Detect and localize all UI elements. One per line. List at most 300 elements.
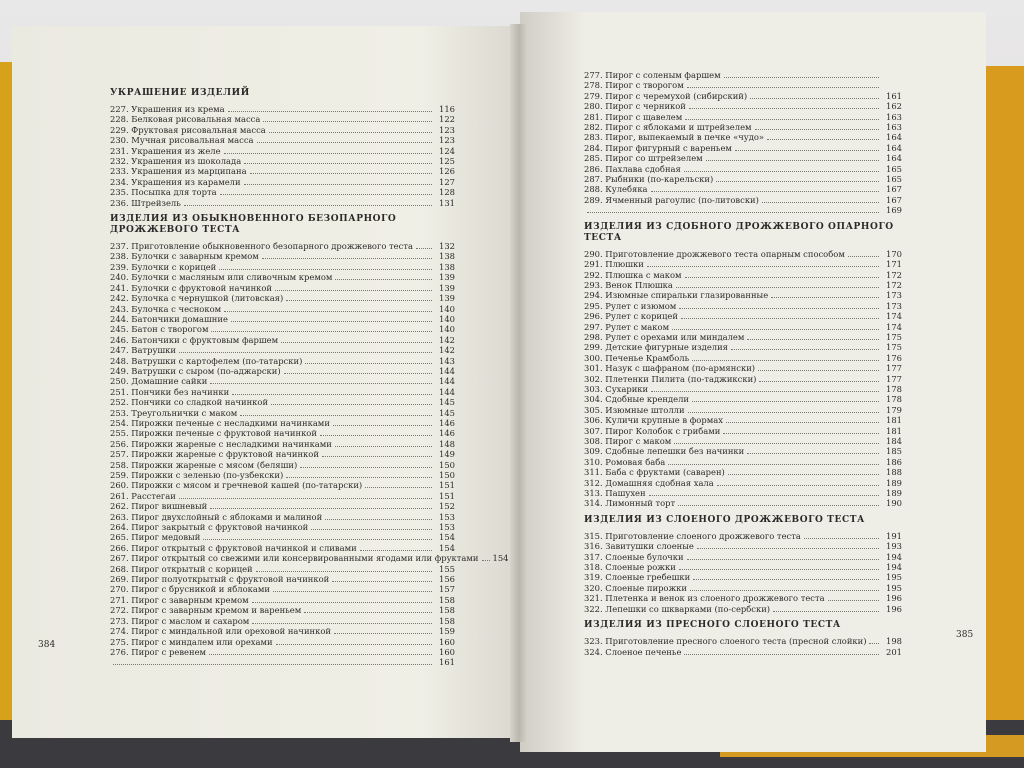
toc-entry-title: 254. Пирожки печеные с несладкими начинками <box>110 417 330 428</box>
toc-entry <box>584 342 902 352</box>
toc-entry <box>584 394 902 404</box>
toc-entry-title: 291. Плюшки <box>584 259 644 270</box>
leader-dots <box>231 321 432 322</box>
leader-dots <box>228 111 432 112</box>
book-gutter <box>510 24 528 742</box>
leader-dots <box>697 548 879 549</box>
toc-entry-title: 266. Пирог открытый с фруктовой начинкой и сливами <box>110 542 357 553</box>
toc-entry-page: 153 <box>439 511 455 522</box>
toc-entry-title: 276. Пирог с ревенем <box>110 646 207 657</box>
toc-entry <box>584 164 902 174</box>
toc-entry <box>110 657 455 667</box>
toc-entry-title: 277. Пирог с соленым фаршем <box>584 70 721 80</box>
toc-entry <box>584 552 902 562</box>
toc-entry-title: 307. Пирог Колобок с грибами <box>584 425 721 436</box>
toc-entry <box>584 101 902 111</box>
toc-entry-title: 249. Ватрушки с сыром (по-аджарски) <box>110 365 281 376</box>
toc-entry-title: 306. Куличи крупные в формах <box>584 415 723 426</box>
toc-entry <box>584 457 902 467</box>
toc-entry-title: 253. Треугольнички с маком <box>110 407 238 418</box>
leader-dots <box>649 495 879 496</box>
toc-entry <box>584 132 902 142</box>
toc-entry-page: 173 <box>886 300 902 311</box>
toc-entry <box>110 135 455 145</box>
toc-entry-page: 158 <box>439 605 455 616</box>
leader-dots <box>320 435 432 436</box>
toc-entry <box>110 114 455 124</box>
toc-entry <box>584 572 902 582</box>
toc-entry-title: 230. Мучная рисовальная масса <box>110 135 254 146</box>
toc-entry <box>584 70 902 80</box>
leader-dots <box>692 401 879 402</box>
toc-entry-page: 150 <box>439 459 455 470</box>
leader-dots <box>685 277 879 278</box>
toc-entry-page: 195 <box>886 572 902 583</box>
right-toc-column <box>584 70 902 657</box>
toc-entry-page: 143 <box>439 355 455 366</box>
toc-entry <box>584 374 902 384</box>
toc-entry-title: 235. Посыпка для торта <box>110 187 217 198</box>
toc-entry-page: 145 <box>439 397 455 408</box>
leader-dots <box>179 498 432 499</box>
leader-dots <box>269 132 432 133</box>
toc-entry-page: 201 <box>886 646 902 657</box>
leader-dots <box>271 404 432 405</box>
toc-entry-page: 153 <box>439 522 455 533</box>
leader-dots <box>848 256 879 257</box>
toc-entry <box>110 418 455 428</box>
toc-entry-title: 316. Завитушки слоеные <box>584 541 694 552</box>
toc-entry-page: 144 <box>439 365 455 376</box>
toc-entry-page: 181 <box>886 415 902 426</box>
toc-entry-page: 167 <box>886 184 902 195</box>
toc-entry-title: 285. Пирог со штрейзелем <box>584 153 703 164</box>
toc-entry-title: 258. Пирожки жареные с мясом (беляши) <box>110 459 298 470</box>
toc-entry-page: 151 <box>439 480 455 491</box>
toc-entry-title: 237. Приготовление обыкновенного безопарного дрожжевого теста <box>110 241 413 252</box>
toc-entry-page: 161 <box>439 657 455 668</box>
leader-dots <box>416 248 432 249</box>
toc-entry-title: 280. Пирог с черникой <box>584 101 686 112</box>
toc-entry <box>110 272 455 282</box>
leader-dots <box>311 529 432 530</box>
toc-entry-title: 231. Украшения из желе <box>110 145 221 156</box>
leader-dots <box>275 290 432 291</box>
toc-entry-title: 272. Пирог с заварным кремом и вареньем <box>110 605 302 616</box>
leader-dots <box>747 339 879 340</box>
toc-entry <box>584 153 902 163</box>
left-toc-column <box>110 88 509 668</box>
toc-entry <box>110 574 455 584</box>
toc-entry-page: 165 <box>886 174 902 185</box>
toc-entry-page: 171 <box>886 259 902 270</box>
toc-entry-title: 262. Пирог вишневый <box>110 501 208 512</box>
toc-entry <box>110 532 455 542</box>
toc-entry <box>110 156 455 166</box>
toc-entry-title: 241. Булочки с фруктовой начинкой <box>110 282 273 293</box>
toc-entry <box>110 198 455 208</box>
leader-dots <box>252 602 432 603</box>
toc-entry-page: 155 <box>439 563 455 574</box>
toc-entry-title: 320. Слоеные пирожки <box>584 582 687 593</box>
toc-entry-title: 298. Рулет с орехами или миндалем <box>584 331 745 342</box>
leader-dots <box>325 519 432 520</box>
toc-entry-page: 140 <box>439 303 455 314</box>
toc-entry <box>110 376 455 386</box>
toc-entry-page: 145 <box>439 407 455 418</box>
toc-entry <box>110 356 455 366</box>
leader-dots <box>232 394 432 395</box>
toc-entry-title: 269. Пирог полуоткрытый с фруктовой начинкой <box>110 574 330 585</box>
toc-entry-page: 154 <box>439 542 455 553</box>
toc-entry <box>584 436 902 446</box>
toc-entry <box>584 301 902 311</box>
toc-entry-page: 184 <box>886 436 902 446</box>
toc-entry <box>110 605 455 615</box>
leader-dots <box>482 560 490 561</box>
book-cover-right-edge <box>980 66 1024 756</box>
section-heading: ИЗДЕЛИЯ ИЗ ОБЫКНОВЕННОГО БЕЗОПАРНОГО ДРОЖЖЕВОГО ТЕСТА <box>110 214 397 236</box>
toc-entry-page: 116 <box>439 104 455 114</box>
toc-entry <box>110 177 455 187</box>
toc-entry-title: 302. Плетенки Пилита (по-таджикски) <box>584 373 757 384</box>
toc-entry <box>110 501 455 511</box>
toc-entry-page: 165 <box>886 163 902 174</box>
toc-entry-title: 317. Слоеные булочки <box>584 551 684 562</box>
leader-dots <box>717 485 879 486</box>
toc-entry <box>584 488 902 498</box>
toc-entry-title: 300. Печенье Крамболь <box>584 352 690 363</box>
toc-entry-page: 177 <box>886 373 902 384</box>
toc-entry-page: 189 <box>886 488 902 499</box>
toc-entry <box>110 262 455 272</box>
toc-entry-page: 156 <box>439 574 455 585</box>
toc-entry <box>110 616 455 626</box>
leader-dots <box>651 391 879 392</box>
leader-dots <box>273 591 432 592</box>
toc-entry-title: 301. Назук с шафраном (по-армянски) <box>584 363 756 374</box>
toc-entry-title: 315. Приготовление слоеного дрожжевого теста <box>584 530 801 541</box>
toc-entry-page: 174 <box>886 321 902 332</box>
toc-entry-page: 132 <box>439 241 455 252</box>
toc-entry-page: 173 <box>886 290 902 301</box>
toc-entry-title: 246. Батончики с фруктовым фаршем <box>110 334 279 345</box>
toc-entry-page: 167 <box>886 194 902 205</box>
toc-entry <box>584 593 902 603</box>
leader-dots <box>724 77 879 78</box>
toc-entry-page: 172 <box>886 279 902 290</box>
leader-dots <box>263 121 432 122</box>
leader-dots <box>651 191 879 192</box>
leader-dots <box>210 383 432 384</box>
leader-dots <box>334 633 432 634</box>
toc-entry <box>584 541 902 551</box>
toc-entry-page: 123 <box>439 124 455 135</box>
toc-entry <box>584 405 902 415</box>
toc-entry-title: 289. Ячменный рагоулис (по-литовски) <box>584 194 759 205</box>
section-heading: ИЗДЕЛИЯ ИЗ СДОБНОГО ДРОЖЖЕВОГО ОПАРНОГО ТЕСТА <box>584 221 894 243</box>
leader-dots <box>322 456 432 457</box>
toc-entry <box>110 439 455 449</box>
toc-entry-title: 244. Батончики домашние <box>110 313 228 324</box>
toc-entry-page: 139 <box>439 272 455 283</box>
toc-entry-page: 164 <box>886 132 902 143</box>
leader-dots <box>679 569 879 570</box>
toc-entry <box>110 522 455 532</box>
toc-entry-title: 236. Штрейзель <box>110 197 181 208</box>
toc-entry-title: 313. Пашухен <box>584 488 646 499</box>
toc-entry-title: 256. Пирожки жареные с несладкими начинками <box>110 438 332 449</box>
toc-entry-title: 292. Плюшка с маком <box>584 269 682 280</box>
toc-entry <box>584 122 902 132</box>
toc-entry <box>584 363 902 373</box>
toc-entry-title: 265. Пирог медовый <box>110 532 201 543</box>
toc-entry-title: 259. Пирожки с зеленью (по-узбекски) <box>110 470 284 480</box>
toc-entry <box>110 146 455 156</box>
toc-entry <box>584 290 902 300</box>
toc-entry-page: 175 <box>886 331 902 342</box>
leader-dots <box>690 590 879 591</box>
leader-dots <box>767 139 879 140</box>
toc-entry-page: 198 <box>886 636 902 647</box>
leader-dots <box>688 412 879 413</box>
toc-entry-title: 324. Слоеное печенье <box>584 646 682 657</box>
leader-dots <box>804 538 879 539</box>
toc-entry-page: 151 <box>439 490 455 501</box>
toc-entry-title: 228. Белковая рисовальная масса <box>110 114 261 125</box>
toc-entry <box>110 187 455 197</box>
toc-entry <box>110 428 455 438</box>
toc-entry-page: 140 <box>439 324 455 335</box>
toc-entry-page: 176 <box>886 352 902 363</box>
toc-entry-title: 263. Пирог двухслойный с яблоками и малиной <box>110 511 323 522</box>
leader-dots <box>286 477 432 478</box>
toc-entry-page: 148 <box>439 438 455 449</box>
toc-entry-title: 229. Фруктовая рисовальная масса <box>110 124 266 135</box>
toc-entry-title: 290. Приготовление дрожжевого теста опарным способом <box>584 248 845 259</box>
leader-dots <box>250 173 432 174</box>
toc-entry <box>584 259 902 269</box>
leader-dots <box>286 300 432 301</box>
toc-entry-title: 293. Венок Плюшка <box>584 279 673 290</box>
toc-entry-title: 264. Пирог закрытый с фруктовой начинкой <box>110 522 309 533</box>
toc-entry-page: 160 <box>439 636 455 647</box>
section-heading: ИЗДЕЛИЯ ИЗ СЛОЕНОГО ДРОЖЖЕВОГО ТЕСТА <box>584 514 865 525</box>
leader-dots <box>256 571 432 572</box>
toc-entry <box>110 408 455 418</box>
toc-entry-page: 179 <box>886 404 902 415</box>
toc-entry <box>584 384 902 394</box>
toc-entry-page: 161 <box>886 90 902 101</box>
leader-dots <box>211 331 432 332</box>
leader-dots <box>771 297 879 298</box>
toc-entry-title: 279. Пирог с черемухой (сибирский) <box>584 90 748 101</box>
toc-entry <box>110 470 455 480</box>
toc-entry-title: 242. Булочка с чернушкой (литовская) <box>110 293 284 304</box>
toc-entry-page: 162 <box>886 101 902 112</box>
toc-entry <box>110 125 455 135</box>
section-heading: ИЗДЕЛИЯ ИЗ ПРЕСНОГО СЛОЕНОГО ТЕСТА <box>584 620 841 631</box>
toc-entry <box>110 387 455 397</box>
toc-entry-title: 283. Пирог, выпекаемый в печке «чудо» <box>584 132 765 143</box>
toc-entry-title: 308. Пирог с маком <box>584 436 672 446</box>
leader-dots <box>692 360 879 361</box>
toc-entry-title: 321. Плетенка и венок из слоеного дрожжевого теста <box>584 593 825 604</box>
toc-entry-page: 139 <box>439 293 455 304</box>
toc-entry <box>584 562 902 572</box>
toc-entry-title: 303. Сухарики <box>584 383 649 394</box>
toc-entry-page: 144 <box>439 376 455 387</box>
toc-entry-title: 305. Изюмные штолли <box>584 404 685 415</box>
toc-entry-title: 227. Украшения из крема <box>110 104 225 114</box>
leader-dots <box>676 287 879 288</box>
leader-dots <box>679 308 879 309</box>
leader-dots <box>179 352 432 353</box>
toc-entry-page: 169 <box>886 205 902 216</box>
toc-entry <box>110 283 455 293</box>
leader-dots <box>252 623 432 624</box>
toc-entry-page: 150 <box>439 470 455 480</box>
toc-entry-title: 260. Пирожки с мясом и гречневой кашей (по-татарски) <box>110 480 363 491</box>
leader-dots <box>276 644 432 645</box>
toc-entry-page: 164 <box>886 142 902 153</box>
toc-entry <box>110 335 455 345</box>
toc-entry <box>110 166 455 176</box>
toc-entry-page: 194 <box>886 551 902 562</box>
toc-entry <box>584 184 902 194</box>
toc-entry-title: 234. Украшения из карамели <box>110 176 241 187</box>
leader-dots <box>759 381 879 382</box>
toc-entry-title: 299. Детские фигурные изделия <box>584 342 728 353</box>
page-number-right: 385 <box>956 630 974 640</box>
toc-entry-title: 255. Пирожки печеные с фруктовой начинкой <box>110 428 317 439</box>
toc-entry-page: 164 <box>886 153 902 164</box>
toc-entry-title: 251. Пончики без начинки <box>110 386 230 397</box>
leader-dots <box>731 349 879 350</box>
toc-entry-title: 257. Пирожки жареные с фруктовой начинкой <box>110 449 319 460</box>
toc-entry <box>110 304 455 314</box>
leader-dots <box>681 318 879 319</box>
toc-entry-page: 127 <box>439 176 455 187</box>
toc-entry-page: 196 <box>886 593 902 604</box>
toc-entry-title: 270. Пирог с брусникой и яблоками <box>110 584 270 595</box>
toc-entry-title: 288. Кулебяка <box>584 184 648 195</box>
toc-entry-page: 189 <box>886 477 902 488</box>
toc-entry-page: 139 <box>439 282 455 293</box>
toc-entry-title: 248. Ватрушки с картофелем (по-татарски) <box>110 355 303 366</box>
leader-dots <box>240 415 432 416</box>
toc-entry <box>110 345 455 355</box>
toc-entry-title: 261. Расстегаи <box>110 490 176 501</box>
toc-entry-title: 284. Пирог фигурный с вареньем <box>584 142 732 153</box>
leader-dots <box>335 446 432 447</box>
toc-entry <box>584 112 902 122</box>
toc-entry-page: 174 <box>886 311 902 322</box>
leader-dots <box>672 329 879 330</box>
leader-dots <box>184 205 432 206</box>
leader-dots <box>828 600 879 601</box>
toc-entry <box>584 467 902 477</box>
leader-dots <box>210 508 432 509</box>
toc-entry-page: 190 <box>886 498 902 509</box>
toc-entry-page: 131 <box>439 197 455 208</box>
toc-entry-page: 154 <box>492 553 509 564</box>
toc-entry-page: 185 <box>886 446 902 457</box>
toc-entry-page: 146 <box>439 417 455 428</box>
toc-entry-page: 142 <box>439 345 455 356</box>
toc-entry <box>110 512 455 522</box>
toc-entry <box>584 647 902 657</box>
leader-dots <box>762 202 879 203</box>
toc-entry <box>110 564 455 574</box>
leader-dots <box>773 611 879 612</box>
leader-dots <box>716 181 879 182</box>
toc-entry-page: 160 <box>439 646 455 657</box>
toc-entry <box>584 426 902 436</box>
toc-entry <box>110 543 455 553</box>
toc-entry-title: 273. Пирог с маслом и сахаром <box>110 615 250 626</box>
toc-entry <box>584 280 902 290</box>
toc-entry-page: 163 <box>886 111 902 122</box>
toc-entry-title: 243. Булочка с чесноком <box>110 303 222 314</box>
toc-entry-page: 193 <box>886 541 902 552</box>
toc-entry-title: 295. Рулет с изюмом <box>584 300 677 311</box>
toc-entry <box>110 460 455 470</box>
toc-entry-page: 159 <box>439 626 455 637</box>
toc-entry-page: 172 <box>886 269 902 280</box>
toc-entry <box>584 249 902 259</box>
toc-entry-title: 275. Пирог с миндалем или орехами <box>110 636 273 647</box>
toc-entry-title: 268. Пирог открытый с корицей <box>110 563 253 574</box>
toc-entry <box>584 174 902 184</box>
toc-entry-title: 314. Лимонный торт <box>584 498 676 509</box>
leader-dots <box>244 184 432 185</box>
toc-entry-page: 138 <box>439 261 455 272</box>
leader-dots <box>674 443 879 444</box>
leader-dots <box>332 581 432 582</box>
toc-entry-page: 124 <box>439 145 455 156</box>
toc-entry <box>110 366 455 376</box>
leader-dots <box>224 153 432 154</box>
toc-entry-title: 287. Рыбники (по-карельски) <box>584 174 714 185</box>
toc-entry-title: 319. Слоеные гребешки <box>584 572 691 583</box>
leader-dots <box>220 194 432 195</box>
toc-entry <box>584 80 902 90</box>
leader-dots <box>758 370 879 371</box>
toc-entry <box>584 498 902 508</box>
leader-dots <box>750 98 879 99</box>
toc-entry-title: 297. Рулет с маком <box>584 321 670 332</box>
toc-entry-title: 294. Изюмные спиральки глазированные <box>584 290 769 301</box>
toc-entry-title: 322. Лепешки со шкварками (по-сербски) <box>584 603 771 614</box>
leader-dots <box>647 266 879 267</box>
leader-dots <box>687 559 879 560</box>
toc-entry <box>584 143 902 153</box>
toc-entry-title: 271. Пирог с заварным кремом <box>110 594 249 605</box>
toc-entry-title: 310. Ромовая баба <box>584 456 666 467</box>
toc-entry-page: 170 <box>886 248 902 259</box>
leader-dots <box>335 279 432 280</box>
leader-dots <box>365 487 432 488</box>
leader-dots <box>869 643 879 644</box>
leader-dots <box>300 467 432 468</box>
toc-entry <box>110 584 455 594</box>
toc-entry-title: 296. Рулет с корицей <box>584 311 678 322</box>
toc-entry-title: 318. Слоеные рожки <box>584 562 676 573</box>
toc-entry <box>110 314 455 324</box>
toc-entry <box>110 553 509 564</box>
leader-dots <box>305 363 432 364</box>
